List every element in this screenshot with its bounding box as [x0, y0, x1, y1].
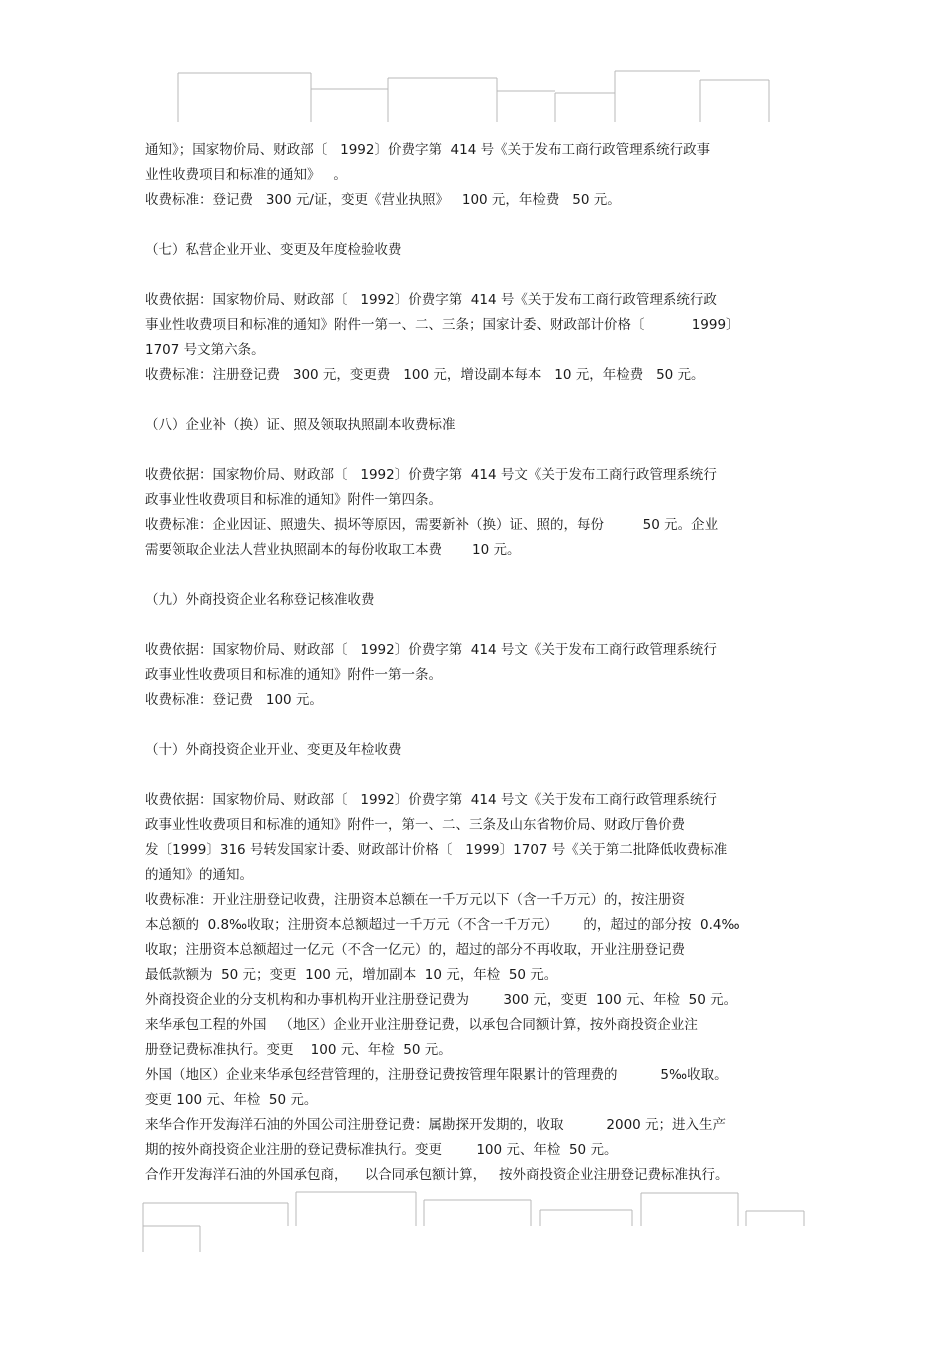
text-line: 收取；注册资本总额超过一亿元（不含一亿元）的，超过的部分不再收取，开业注册登记费 [145, 942, 685, 958]
top-table-fragment [178, 71, 769, 122]
text-line: 收费依据：国家物价局、财政部〔 1992〕价费字第 414 号文《关于发布工商行政管理系统行 [145, 467, 717, 483]
text-line: 来华合作开发海洋石油的外国公司注册登记费：属勘探开发期的，收取 2000 元；进入生产 [145, 1117, 727, 1133]
section-heading: （七）私营企业开业、变更及年度检验收费 [145, 242, 402, 258]
text-line: 1707 号文第六条。 [145, 342, 265, 358]
text-line: 政事业性收费项目和标准的通知》附件一第四条。 [145, 492, 442, 508]
text-line: 最低款额为 50 元；变更 100 元，增加副本 10 元，年检 50 元。 [145, 967, 558, 983]
text-line: 收费标准：企业因证、照遗失、损坏等原因，需要新补（换）证、照的，每份 50 元。企业 [145, 517, 719, 533]
text-line: 外国（地区）企业来华承包经营管理的，注册登记费按管理年限累计的管理费的 5‰收取。 [145, 1067, 728, 1083]
text-line: 合作开发海洋石油的外国承包商， 以合同承包额计算， 按外商投资企业注册登记费标准执行。 [145, 1167, 729, 1183]
text-line: 期的按外商投资企业注册的登记费标准执行。变更 100 元、年检 50 元。 [145, 1142, 618, 1158]
blank-line [145, 713, 810, 738]
text-line: 需要领取企业法人营业执照副本的每份收取工本费 10 元。 [145, 542, 521, 558]
bottom-table-fragment [143, 1192, 804, 1252]
blank-line [145, 613, 810, 638]
document-body [145, 138, 810, 1188]
text-line: 政事业性收费项目和标准的通知》附件一第一条。 [145, 667, 442, 683]
section-heading: （九）外商投资企业名称登记核准收费 [145, 592, 375, 608]
text-line: 变更 100 元、年检 50 元。 [145, 1092, 318, 1108]
text-line: 政事业性收费项目和标准的通知》附件一，第一、二、三条及山东省物价局、财政厅鲁价费 [145, 817, 685, 833]
text-line: 收费标准：登记费 300 元/证，变更《营业执照》 100 元，年检费 50 元。 [145, 192, 621, 208]
text-line: 收费依据：国家物价局、财政部〔 1992〕价费字第 414 号文《关于发布工商行政管理系统行 [145, 792, 717, 808]
text-line: 的通知》的通知。 [145, 867, 253, 883]
text-line: 通知》；国家物价局、财政部〔 1992〕价费字第 414 号《关于发布工商行政管理系统行政事 [145, 142, 711, 158]
text-line: 外商投资企业的分支机构和办事机构开业注册登记费为 300 元，变更 100 元、年检 50 元。 [145, 992, 738, 1008]
text-line: 收费标准：注册登记费 300 元，变更费 100 元，增设副本每本 10 元，年检费 50 元。 [145, 367, 705, 383]
text-line: 收费标准：登记费 100 元。 [145, 692, 323, 708]
blank-line [145, 263, 810, 288]
blank-line [145, 563, 810, 588]
text-line: 收费标准：开业注册登记收费，注册资本总额在一千万元以下（含一千万元）的，按注册资 [145, 892, 685, 908]
blank-line [145, 388, 810, 413]
text-line: 册登记费标准执行。变更 100 元、年检 50 元。 [145, 1042, 452, 1058]
blank-line [145, 438, 810, 463]
text-line: 事业性收费项目和标准的通知》附件一第一、二、三条；国家计委、财政部计价格〔 1999〕 [145, 317, 740, 333]
text-line: 收费依据：国家物价局、财政部〔 1992〕价费字第 414 号《关于发布工商行政管理系统行政 [145, 292, 717, 308]
text-line: 本总额的 0.8‰收取；注册资本总额超过一千万元（不含一千万元） 的，超过的部分按 0.4‰ [145, 917, 740, 933]
text-line: 业性收费项目和标准的通知》 。 [145, 167, 347, 183]
text-line: 来华承包工程的外国 （地区）企业开业注册登记费，以承包合同额计算，按外商投资企业注 [145, 1017, 698, 1033]
section-heading: （八）企业补（换）证、照及领取执照副本收费标准 [145, 417, 456, 433]
text-line: 收费依据：国家物价局、财政部〔 1992〕价费字第 414 号文《关于发布工商行政管理系统行 [145, 642, 717, 658]
section-heading: （十）外商投资企业开业、变更及年检收费 [145, 742, 402, 758]
blank-line [145, 213, 810, 238]
text-line: 发〔1999〕316 号转发国家计委、财政部计价格〔 1999〕1707 号《关于第二批降低收费标准 [145, 842, 728, 858]
blank-line [145, 763, 810, 788]
